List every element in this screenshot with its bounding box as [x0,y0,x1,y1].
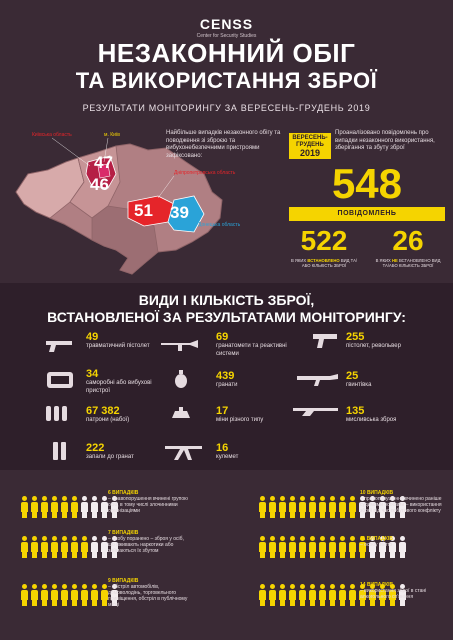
person-icon [258,584,266,606]
grenade-launcher-icon [160,338,200,354]
person-icon [60,496,68,518]
person-icon [298,536,306,558]
person-icon [318,496,326,518]
established-label [289,258,359,268]
person-icon [50,584,58,606]
weapon-desc: травматичний пістолет [86,343,150,349]
person-icon [298,584,306,606]
person-icon [288,536,296,558]
weapons-title-line2: ВСТАНОВЛЕНОЇ ЗА РЕЗУЛЬТАТАМИ МОНІТОРИНГУ: [47,309,406,325]
page-title-line2: ТА ВИКОРИСТАННЯ ЗБРОЇ [75,68,378,93]
map-value-donetsk: 39 [170,203,189,222]
person-icon [258,536,266,558]
weapon-value: 25 [346,370,359,382]
weapon-item [86,405,166,425]
rifle-icon [296,370,340,388]
grenade-icon [174,369,188,389]
established-label-post: ВИД ТА/АБО КІЛЬКІСТЬ ЗБРОЇ [301,258,358,268]
monitoring-note: Проаналізовано повідомлень про випадки незаконного використання, зберігання та збуту зброї [335,130,435,151]
person-icon [100,496,108,518]
person-icon [80,536,88,558]
person-icon [338,496,346,518]
people-count: 14 ВИПАДКІВ [360,582,394,588]
people-caption [108,530,188,554]
person-icon [80,496,88,518]
weapon-item [216,331,306,358]
total-label: ПОВІДОМЛЕНЬ [289,207,445,221]
weapon-item [86,368,156,395]
person-icon [258,496,266,518]
map-value-kyiv-oblast: 46 [90,175,109,194]
period-line2: ГРУДЕНЬ [296,141,324,148]
weapon-desc: пістолет, револьвер [346,343,401,349]
weapon-value: 135 [346,405,365,417]
traumatic-pistol-icon [44,338,74,354]
weapon-desc: гранатомети та реактивні системи [216,343,287,357]
period-line1: ВЕРЕСЕНЬ- [292,135,328,141]
weapon-desc: запали до гранат [86,454,134,460]
person-icon [90,496,98,518]
fuse-icon [50,440,70,462]
weapon-desc: кулемет [216,454,239,460]
person-icon [50,496,58,518]
map-label-kyiv-city: м. Київ [104,132,120,138]
weapon-value: 16 [216,442,229,454]
person-icon [308,536,316,558]
weapon-value: 17 [216,405,229,417]
not-established-label-post: ВСТАНОВЛЕНО ВИД ТА/АБО КІЛЬКІСТЬ ЗБРОЇ [382,258,441,268]
person-icon [70,584,78,606]
person-icon [308,496,316,518]
person-icon [348,496,356,518]
person-icon [308,584,316,606]
person-icon [268,536,276,558]
person-icon [70,496,78,518]
person-icon [348,536,356,558]
person-icon [338,584,346,606]
ammo-icon [44,402,74,422]
weapons-title-line1: ВИДИ І КІЛЬКІСТЬ ЗБРОЇ, [138,292,315,308]
person-icon [80,584,88,606]
person-icon [70,536,78,558]
person-icon [40,584,48,606]
weapon-item [216,405,296,425]
machine-gun-icon [164,438,204,462]
person-icon [40,496,48,518]
person-icon [298,496,306,518]
people-row [20,584,118,606]
person-icon [90,536,98,558]
map-label-donetsk: Донецька область [198,222,241,228]
weapon-value: 222 [86,442,105,454]
weapon-item [346,405,426,425]
shotgun-icon [292,404,340,418]
people-count: 6 ВИПАДКІВ [108,490,139,496]
person-icon [90,584,98,606]
weapon-item [216,442,296,462]
not-established-label-hl: НЕ [392,258,398,263]
page-subtitle: РЕЗУЛЬТАТИ МОНІТОРИНГУ ЗА ВЕРЕСЕНЬ-ГРУДЕНЬ 2019 [82,103,371,113]
brand-name: CENSS [199,16,254,32]
weapon-value: 49 [86,331,99,343]
pistol-icon [312,332,338,350]
period-year: 2019 [299,148,321,158]
period-badge [289,133,331,159]
brand-logo [0,16,453,39]
mine-icon [170,406,192,420]
people-count: 10 ВИПАДКІВ [360,490,394,496]
person-icon [288,584,296,606]
weapon-item [86,331,156,351]
person-icon [268,496,276,518]
total-count: 548 [331,160,403,207]
person-icon [20,536,28,558]
person-icon [268,584,276,606]
weapon-item [346,370,426,390]
people-text: – особу вбито [360,542,393,548]
not-established-count: 26 [392,225,424,256]
person-icon [318,536,326,558]
people-count: 7 ВИПАДКІВ [108,530,139,536]
person-icon [100,584,108,606]
person-icon [40,536,48,558]
weapons-title [0,292,453,326]
people-row [20,536,118,558]
person-icon [60,536,68,558]
established-label-pre: В ЯКИХ [290,258,307,263]
people-text: – правопорушення вчинено раніше судимими особами – використання зброї під час побутового конфлікту [360,496,442,514]
people-count: 11 ВИПАДКІВ [360,536,393,542]
people-count: 9 ВИПАДКІВ [108,578,139,584]
people-text: – особу поранено – зброя у осіб, що вживають наркотики або займаються їх збутом [108,536,184,554]
not-established-label [373,258,443,268]
people-text: – використання зброї в стані алкогольного сп'яніння [360,588,427,600]
person-icon [60,584,68,606]
person-icon [278,584,286,606]
person-icon [318,584,326,606]
person-icon [50,536,58,558]
weapon-desc: мисливська зброя [346,417,397,423]
weapon-value: 69 [216,331,229,343]
explosive-device-icon [46,369,74,391]
weapon-item [216,370,296,390]
person-icon [338,536,346,558]
weapon-desc: міни різного типу [216,417,264,423]
people-caption [360,536,446,548]
people-caption [108,490,188,514]
people-text: – правопорушення вчинені групою осіб, в тому числі злочинними організаціями [108,496,188,514]
person-icon [328,536,336,558]
person-icon [278,536,286,558]
person-icon [328,496,336,518]
person-icon [20,496,28,518]
people-text: – обстріл автомобілів, домоволодінь, торговельного приміщення, обстріл в публічному місці [108,584,188,608]
person-icon [328,584,336,606]
person-icon [288,496,296,518]
weapon-item [346,331,446,351]
people-caption [360,490,446,514]
people-caption [108,578,188,608]
weapon-value: 255 [346,331,365,343]
weapon-desc: гвинтівка [346,382,372,388]
map-note: Найбільше випадків незаконного обігу та поводження зі зброєю та вибухонебезпечними пристроями зафіксовано: [166,130,281,159]
not-established-label-pre: В ЯКИХ [375,258,391,263]
person-icon [20,584,28,606]
person-icon [348,584,356,606]
weapon-desc: патрони (набої) [86,417,130,423]
person-icon [30,584,38,606]
person-icon [100,536,108,558]
brand-full-name: Center for Security Studies [196,33,257,39]
person-icon [278,496,286,518]
weapon-item [86,442,166,462]
weapon-value: 67 382 [86,405,120,417]
map-label-dnipro: Дніпропетровська область [174,170,236,176]
weapon-value: 439 [216,370,235,382]
page-title-line1: НЕЗАКОННИЙ ОБІГ [97,38,356,68]
person-icon [30,496,38,518]
weapon-desc: саморобні або вибухові пристрої [86,380,152,394]
people-caption [360,582,446,600]
weapon-value: 34 [86,368,99,380]
map-value-dnipro: 51 [134,201,153,220]
map-value-kyiv-city: 47 [94,153,113,172]
map-label-kyiv-oblast: Київська область [32,132,72,138]
person-icon [30,536,38,558]
people-row [20,496,118,518]
established-count: 522 [300,225,348,256]
weapon-desc: гранати [216,382,238,388]
established-label-hl: ВСТАНОВЛЕНО [307,258,340,263]
